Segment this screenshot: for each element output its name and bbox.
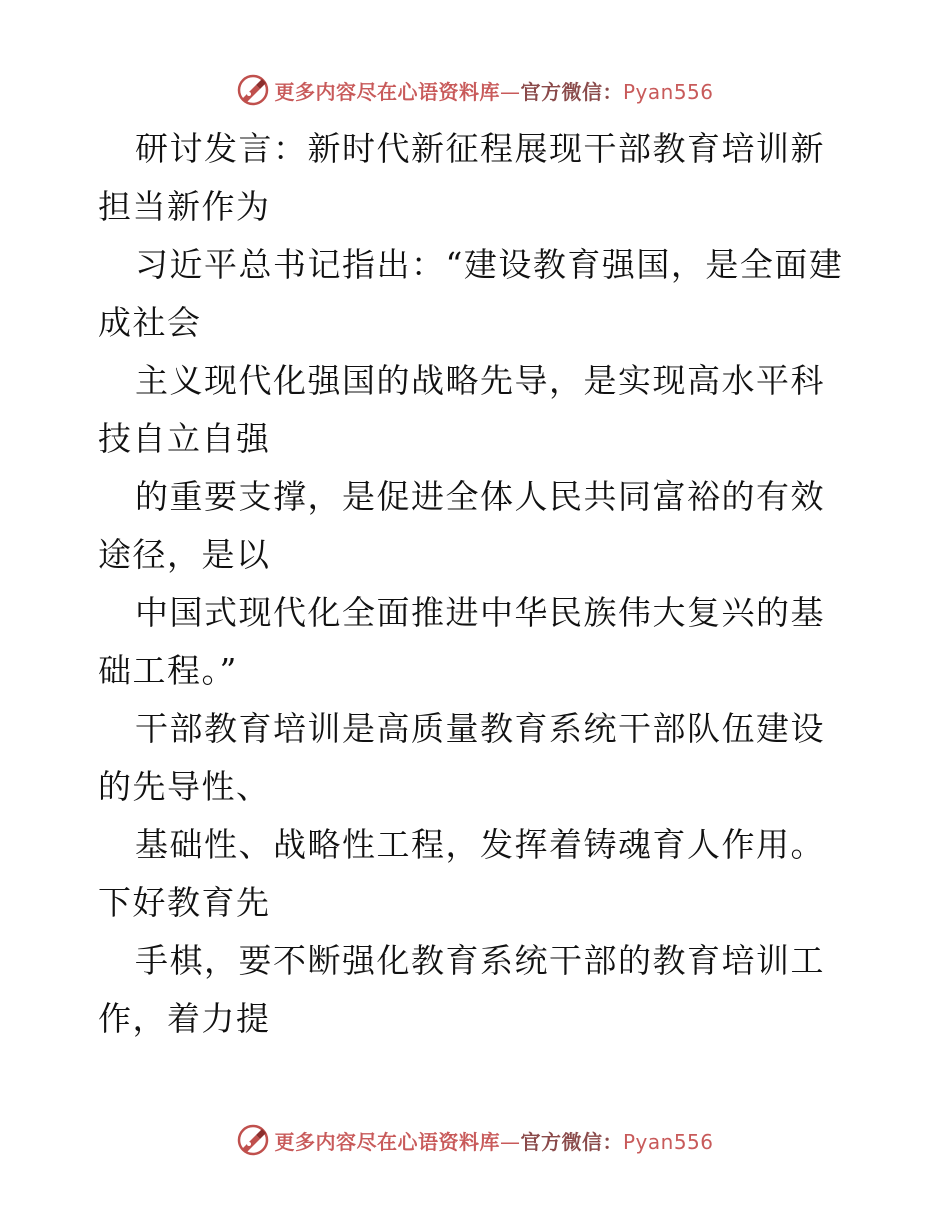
pen-logo-icon: [236, 1123, 270, 1157]
paragraph: 干部教育培训是高质量教育系统干部队伍建设的先导性、: [98, 709, 825, 806]
paragraph: 习近平总书记指出：“建设教育强国，是全面建成社会: [98, 245, 844, 342]
paragraph: 的重要支撑，是促进全体人民共同富裕的有效途径，是以: [98, 477, 825, 574]
footer-banner-text: 更多内容尽在心语资料库—官方微信：Pyan556: [274, 1129, 714, 1154]
paragraph-title: 研讨发言：新时代新征程展现干部教育培训新担当新作为: [98, 129, 825, 226]
pen-logo-icon: [236, 73, 270, 107]
paragraph: 主义现代化强国的战略先导，是实现高水平科技自立自强: [98, 361, 825, 458]
paragraph: 中国式现代化全面推进中华民族伟大复兴的基础工程。”: [98, 593, 825, 690]
paragraph: 手棋，要不断强化教育系统干部的教育培训工作，着力提: [98, 941, 825, 1038]
footer-banner: [0, 1120, 950, 1160]
paragraph: 基础性、战略性工程，发挥着铸魂育人作用。下好教育先: [98, 825, 825, 922]
header-banner-text: 更多内容尽在心语资料库—官方微信：Pyan556: [274, 79, 714, 104]
document-body: [98, 120, 858, 1048]
header-banner: [0, 70, 950, 110]
